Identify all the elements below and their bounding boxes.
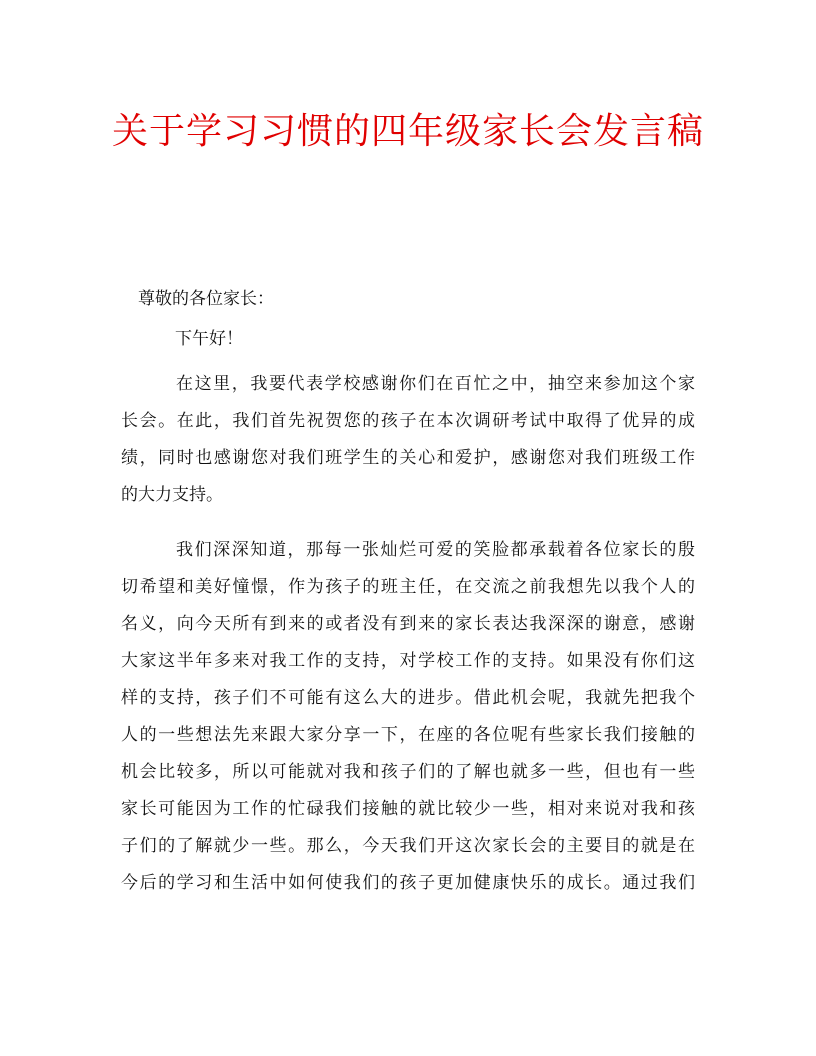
paragraph-line: 名义，向今天所有到来的或者没有到来的家长表达我深深的谢意，感谢 — [121, 614, 695, 634]
paragraph-line: 样的支持，孩子们不可能有这么大的进步。借此机会呢，我就先把我个 — [121, 688, 695, 708]
paragraph-line: 切希望和美好憧憬，作为孩子的班主任，在交流之前我想先以我个人的 — [121, 577, 695, 597]
paragraph-line: 的大力支持。 — [121, 485, 223, 505]
paragraph-line: 绩，同时也感谢您对我们班学生的关心和爱护，感谢您对我们班级工作 — [121, 448, 695, 468]
paragraph-line: 我们深深知道，那每一张灿烂可爱的笑脸都承载着各位家长的殷 — [176, 540, 695, 560]
paragraph-line: 在这里，我要代表学校感谢你们在百忙之中，抽空来参加这个家 — [176, 374, 695, 394]
paragraph-thanks — [121, 366, 695, 514]
paragraph-line: 子们的了解就少一些。那么，今天我们开这次家长会的主要目的就是在 — [121, 836, 695, 856]
greeting: 下午好！ — [175, 329, 243, 349]
paragraph-line: 家长可能因为工作的忙碌我们接触的就比较少一些，相对来说对我和孩 — [121, 799, 695, 819]
paragraph-line: 机会比较多，所以可能就对我和孩子们的了解也就多一些，但也有一些 — [121, 762, 695, 782]
paragraph-line: 长会。在此，我们首先祝贺您的孩子在本次调研考试中取得了优异的成 — [121, 411, 695, 431]
salutation: 尊敬的各位家长： — [138, 289, 274, 309]
paragraph-line: 人的一些想法先来跟大家分享一下，在座的各位呢有些家长我们接触的 — [121, 725, 695, 745]
paragraph-line: 今后的学习和生活中如何使我们的孩子更加健康快乐的成长。通过我们 — [121, 873, 695, 893]
paragraph-line: 大家这半年多来对我工作的支持，对学校工作的支持。如果没有你们这 — [121, 651, 695, 671]
document-title: 关于学习习惯的四年级家长会发言稿 — [111, 111, 704, 152]
paragraph-purpose — [121, 532, 695, 902]
